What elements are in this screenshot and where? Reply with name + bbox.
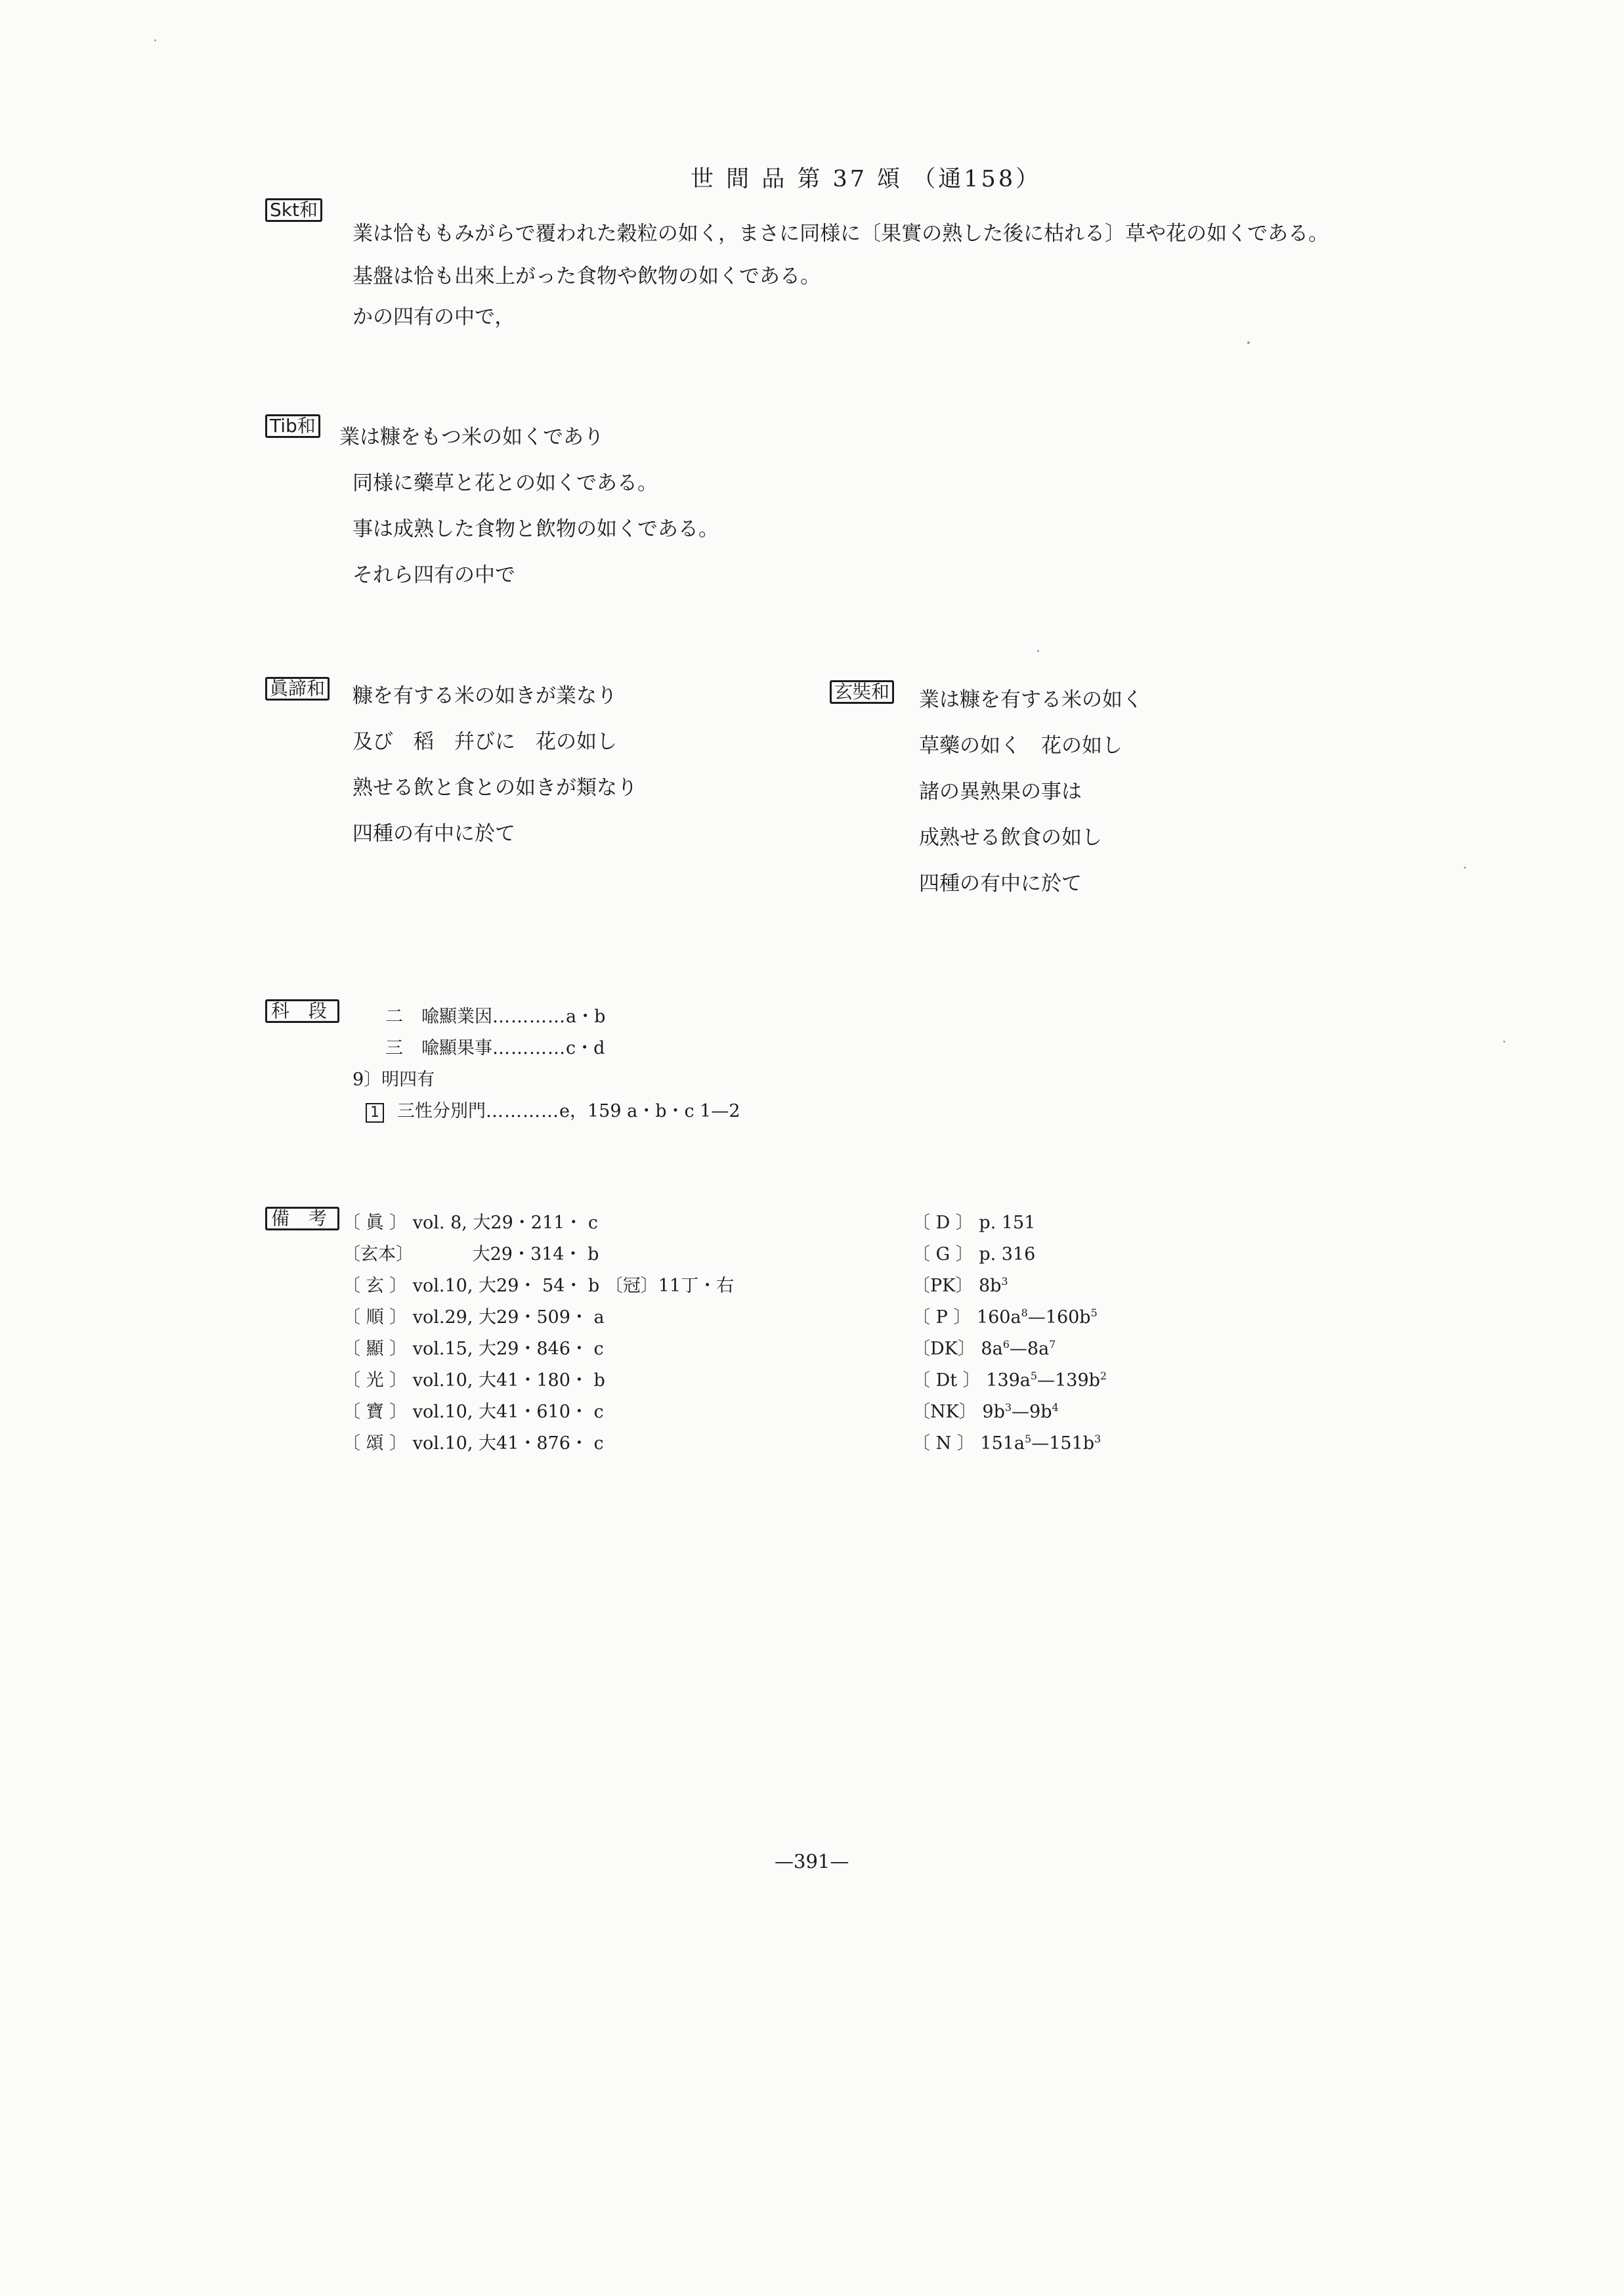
skt-line-3: かの四有の中で， (353, 305, 515, 329)
genjo-line-1: 業は糠を有する米の如く (919, 688, 1143, 712)
kadan-row-1 (385, 1002, 605, 1028)
biko-right-4-sup: 8 (1021, 1307, 1028, 1319)
kadan-sub-num: 1 (366, 1103, 384, 1123)
biko-right-3-sup: 3 (1001, 1275, 1008, 1288)
biko-left-3-text: vol.10, 大29・ 54・ b 〔冠〕11丁・右 (412, 1276, 735, 1296)
kadan-row-1-text: 喩顯業因 (421, 1007, 492, 1027)
biko-left-6-text: vol.10, 大41・180・ b (412, 1370, 605, 1391)
biko-right-1-text: p. 151 (979, 1213, 1036, 1233)
kadan-sub (366, 1096, 740, 1123)
scan-speck (1247, 341, 1250, 344)
kadan-sub-text: 三性分別門 (397, 1101, 486, 1121)
biko-right-3-text: 8b (978, 1276, 1002, 1296)
kadan-row-2-prefix: 三 (385, 1038, 403, 1058)
page-number: —391— (775, 1850, 849, 1873)
shindai-label (265, 677, 330, 701)
biko-right-7-text: 9b (982, 1402, 1005, 1422)
biko-right-8-text2: —151b (1031, 1433, 1095, 1454)
biko-right-6-text2: —139b (1037, 1370, 1100, 1391)
biko-left-1-tag: 〔 眞 〕 (343, 1213, 408, 1233)
biko-right-4 (912, 1303, 1098, 1328)
biko-right-6-sup: 5 (1030, 1370, 1038, 1382)
biko-label-box: 備 考 (265, 1207, 339, 1230)
kadan-row-1-dots: ………… (492, 1007, 566, 1027)
kadan-row-1-ref: a・b (566, 1007, 606, 1027)
scan-speck (1503, 1041, 1505, 1043)
biko-right-5-sup: 6 (1002, 1338, 1010, 1351)
genjo-line-3: 諸の異熟果の事は (919, 780, 1082, 804)
biko-right-8-sup2: 3 (1094, 1433, 1101, 1445)
genjo-label (830, 680, 894, 704)
skt-label-box: Skt和 (265, 198, 322, 222)
kadan-row-1-prefix: 二 (385, 1007, 403, 1027)
kadan-label (265, 999, 339, 1023)
biko-right-8-sup: 5 (1025, 1433, 1032, 1445)
biko-right-5-text: 8a (981, 1339, 1003, 1359)
biko-right-2-tag: 〔 G 〕 (912, 1244, 973, 1265)
biko-left-8 (343, 1429, 604, 1454)
biko-left-5-text: vol.15, 大29・846・ c (412, 1339, 604, 1359)
kadan-heading: 9〕明四有 (353, 1070, 435, 1090)
biko-left-8-text: vol.10, 大41・876・ c (412, 1433, 604, 1454)
kadan-row-2-text: 喩顯果事 (421, 1038, 492, 1058)
biko-right-4-text: 160a (976, 1307, 1021, 1328)
biko-left-3-tag: 〔 玄 〕 (343, 1276, 408, 1296)
biko-right-7 (912, 1397, 1059, 1423)
biko-right-7-sup: 3 (1004, 1401, 1012, 1414)
biko-left-6-tag: 〔 光 〕 (343, 1370, 408, 1391)
biko-left-4 (343, 1303, 605, 1328)
tib-line-4: それら四有の中で (353, 563, 515, 587)
biko-left-2-tag: 〔玄本〕 (343, 1244, 414, 1265)
biko-right-7-text2: —9b (1012, 1402, 1052, 1422)
kadan-sub-ref: e，159 a・b・c 1—2 (559, 1101, 740, 1121)
biko-right-3 (912, 1271, 1008, 1297)
biko-right-7-tag: 〔NK〕 (912, 1402, 977, 1422)
scan-speck (1464, 867, 1466, 869)
biko-right-1 (912, 1208, 1035, 1234)
kadan-row-2 (385, 1033, 605, 1059)
biko-left-7 (343, 1397, 604, 1423)
biko-left-5 (343, 1334, 604, 1360)
scan-speck (1037, 650, 1039, 652)
shindai-line-1: 糠を有する米の如きが業なり (353, 684, 617, 708)
tib-line-1: 業は糠をもつ米の如くであり (339, 425, 604, 449)
biko-right-3-tag: 〔PK〕 (912, 1276, 973, 1296)
skt-line-1: 業は恰ももみがらで覆われた穀粒の如く，まさに同様に〔果實の熟した後に枯れる〕草や花の如くである。 (353, 222, 1329, 246)
scan-speck (154, 39, 156, 41)
biko-left-6 (343, 1366, 605, 1391)
skt-label (265, 198, 322, 222)
biko-right-6-text: 139a (986, 1370, 1031, 1391)
tib-line-2: 同様に藥草と花との如くである。 (353, 471, 658, 495)
biko-left-8-tag: 〔 頌 〕 (343, 1433, 408, 1454)
genjo-label-box: 玄奘和 (830, 680, 894, 704)
kadan-label-box: 科 段 (265, 999, 339, 1023)
genjo-line-5: 四種の有中に於て (919, 872, 1082, 896)
genjo-line-4: 成熟せる飲食の如し (919, 826, 1102, 850)
biko-right-2-text: p. 316 (979, 1244, 1036, 1265)
kadan-row-2-dots: ………… (492, 1038, 566, 1058)
biko-left-4-tag: 〔 順 〕 (343, 1307, 408, 1328)
tib-line-3: 事は成熟した食物と飲物の如くである。 (353, 517, 719, 541)
biko-right-6-sup2: 2 (1100, 1370, 1107, 1382)
biko-right-6 (912, 1366, 1107, 1391)
tib-label (265, 414, 320, 438)
biko-right-5-sup2: 7 (1049, 1338, 1056, 1351)
shindai-line-3: 熟せる飲と食との如きが類なり (353, 776, 637, 800)
biko-right-4-sup2: 5 (1090, 1307, 1098, 1319)
shindai-line-4: 四種の有中に於て (353, 822, 515, 846)
shindai-line-2: 及び 稻 幷びに 花の如し (353, 730, 617, 754)
genjo-line-2: 草藥の如く 花の如し (919, 734, 1122, 758)
biko-right-2 (912, 1240, 1035, 1265)
biko-right-5 (912, 1334, 1056, 1360)
biko-right-5-text2: —8a (1009, 1339, 1050, 1359)
biko-left-1-text: vol. 8, 大29・211・ c (412, 1213, 599, 1233)
page-title: 世 間 品 第 37 頌 （通158） (691, 166, 1042, 192)
shindai-label-box: 眞諦和 (265, 677, 330, 701)
biko-right-4-text2: —160b (1027, 1307, 1091, 1328)
biko-right-5-tag: 〔DK〕 (912, 1339, 975, 1359)
biko-left-2 (343, 1240, 599, 1265)
kadan-row-2-ref: c・d (566, 1038, 605, 1058)
biko-left-3 (343, 1271, 734, 1297)
biko-right-8-tag: 〔 N 〕 (912, 1433, 975, 1454)
biko-right-6-tag: 〔 Dt 〕 (912, 1370, 981, 1391)
biko-left-7-tag: 〔 寶 〕 (343, 1402, 408, 1422)
biko-right-8 (912, 1429, 1101, 1454)
tib-label-box: Tib和 (265, 414, 320, 438)
biko-left-5-tag: 〔 顯 〕 (343, 1339, 408, 1359)
biko-right-1-tag: 〔 D 〕 (912, 1213, 973, 1233)
skt-line-2: 基盤は恰も出來上がった食物や飲物の如くである。 (353, 265, 821, 288)
biko-label (265, 1207, 339, 1230)
biko-right-8-text: 151a (980, 1433, 1025, 1454)
biko-left-2-text: 大29・314・ b (419, 1244, 599, 1265)
biko-right-4-tag: 〔 P 〕 (912, 1307, 972, 1328)
biko-right-7-sup2: 4 (1052, 1401, 1059, 1414)
kadan-sub-dots: ………… (486, 1101, 559, 1121)
biko-left-4-text: vol.29, 大29・509・ a (412, 1307, 605, 1328)
biko-left-7-text: vol.10, 大41・610・ c (412, 1402, 604, 1422)
biko-left-1 (343, 1208, 598, 1234)
